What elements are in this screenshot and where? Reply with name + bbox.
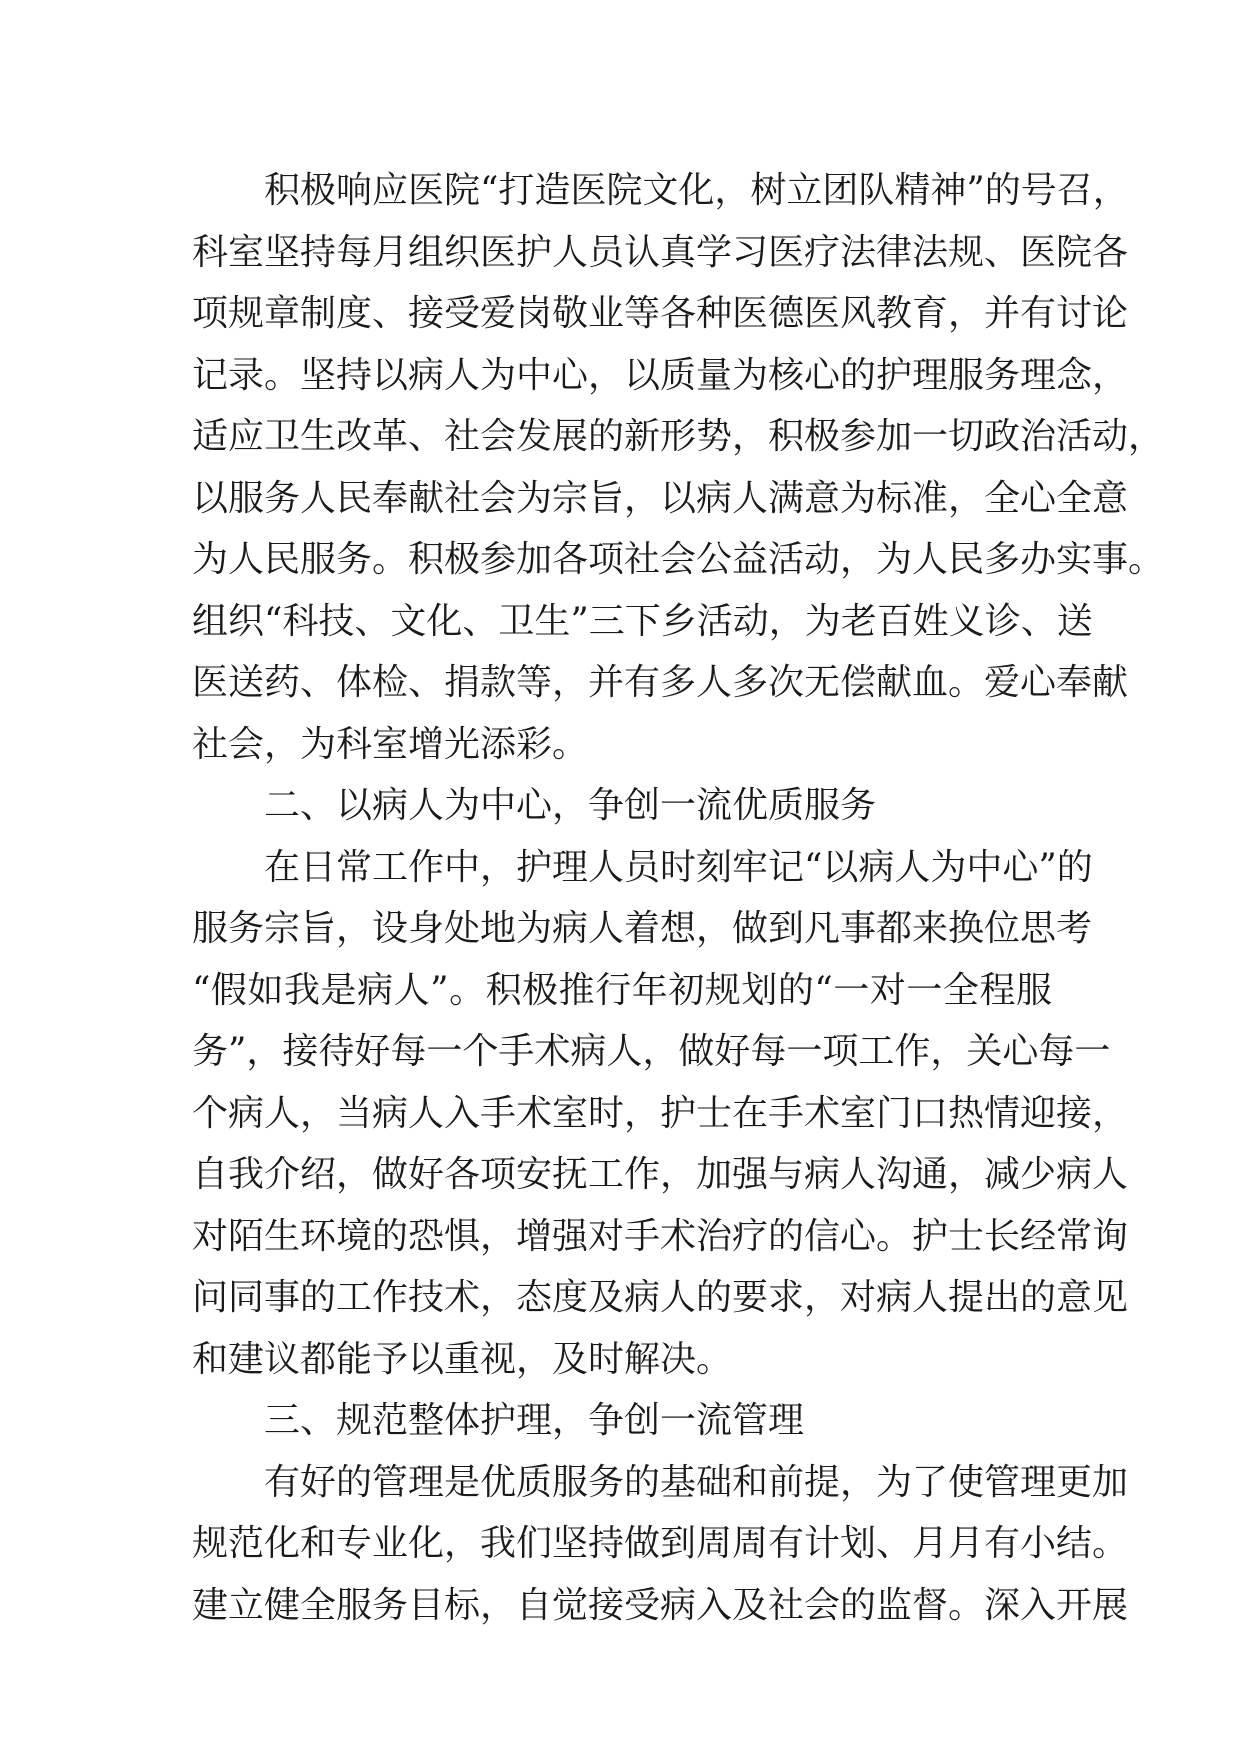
paragraph-line: 服务宗旨，设身处地为病人着想，做到凡事都来换位思考 bbox=[192, 908, 1093, 949]
paragraph-line: 组织“科技、文化、卫生”三下乡活动，为老百姓义诊、送 bbox=[192, 600, 1093, 642]
paragraph-line: 在日常工作中，护理人员时刻牢记“以病人为中心”的 bbox=[264, 846, 1093, 888]
paragraph-line: 为人民服务。积极参加各项社会公益活动，为人民多办实事。 bbox=[192, 539, 1165, 580]
paragraph-line: 记录。坚持以病人为中心，以质量为核心的护理服务理念， bbox=[192, 354, 1129, 396]
paragraph-line: “假如我是病人”。积极推行年初规划的“一对一全程服 bbox=[192, 969, 1052, 1011]
paragraph-line: 和建议都能予以重视，及时解决。 bbox=[192, 1338, 733, 1380]
document-body bbox=[192, 160, 1165, 1636]
paragraph-line: 科室坚持每月组织医护人员认真学习医疗法律法规、医院各 bbox=[192, 231, 1129, 273]
paragraph-line: 社会，为科室增光添彩。 bbox=[192, 723, 589, 765]
paragraph-line: 有好的管理是优质服务的基础和前提，为了使管理更加 bbox=[264, 1461, 1129, 1503]
section-heading: 二、以病人为中心，争创一流优质服务 bbox=[264, 785, 877, 826]
paragraph-line: 个病人，当病人入手术室时，护士在手术室门口热情迎接， bbox=[192, 1092, 1129, 1134]
paragraph-line: 问同事的工作技术，态度及病人的要求，对病人提出的意见 bbox=[192, 1277, 1129, 1318]
paragraph-line: 规范化和专业化，我们坚持做到周周有计划、月月有小结。 bbox=[192, 1523, 1129, 1564]
paragraph-line: 项规章制度、接受爱岗敬业等各种医德医风教育，并有讨论 bbox=[192, 293, 1129, 334]
paragraph-line: 以服务人民奉献社会为宗旨，以病人满意为标准，全心全意 bbox=[192, 477, 1129, 519]
section-heading: 三、规范整体护理，争创一流管理 bbox=[264, 1400, 805, 1441]
paragraph-line: 积极响应医院“打造医院文化，树立团队精神”的号召， bbox=[264, 170, 1129, 211]
paragraph-line: 务”，接待好每一个手术病人，做好每一项工作，关心每一 bbox=[192, 1031, 1111, 1072]
paragraph-line: 医送药、体检、捐款等，并有多人多次无偿献血。爱心奉献 bbox=[192, 662, 1129, 703]
paragraph-line: 对陌生环境的恐惧，增强对手术治疗的信心。护士长经常询 bbox=[192, 1215, 1129, 1257]
paragraph-line: 适应卫生改革、社会发展的新形势，积极参加一切政治活动， bbox=[192, 416, 1165, 457]
paragraph-line: 建立健全服务目标，自觉接受病入及社会的监督。深入开展 bbox=[192, 1584, 1129, 1626]
paragraph-line: 自我介绍，做好各项安抚工作，加强与病人沟通，减少病人 bbox=[192, 1154, 1129, 1195]
